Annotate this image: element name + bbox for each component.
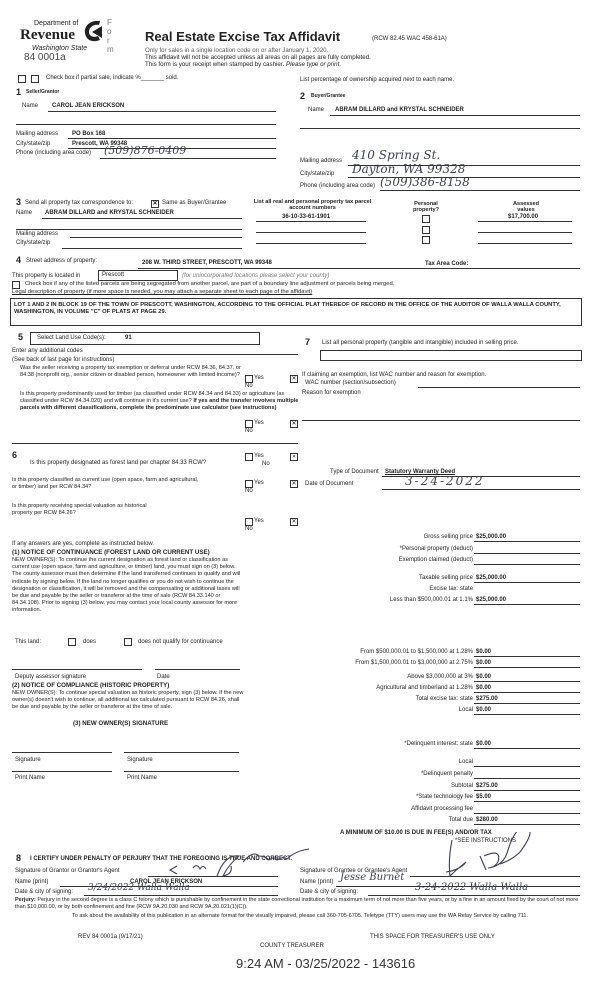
buyer-name-label: Name [308,107,325,113]
tax-row-label: From $500,000.01 to $1,500,000 at 1.28% [360,649,473,655]
header-line3-text: This form is your receipt when stamped by cashier. [145,61,285,68]
tax-row-value[interactable]: $25,000.00 [476,534,507,540]
print-name-label: Print Name [15,775,46,781]
page-title: Real Estate Excise Tax Affidavit [145,29,341,44]
seller-phone-label: Phone (including area code) [16,150,92,156]
personal-property-checkbox[interactable] [422,226,430,234]
see-back-note: (See back of last page for instructions) [12,357,115,363]
partial-sale-checkbox-1[interactable] [18,75,26,83]
grantor-date-city[interactable]: 3/24/2022 Walla Walla [88,883,190,893]
answers-intro: If any answers are yes, complete as instructed below. [12,541,155,547]
section-5-number: 5 [18,332,24,342]
this-land-label: This land: [15,639,42,645]
tax-row-underline [474,681,580,682]
tax-row-underline [474,703,580,704]
tax-area-code-label: Tax Area Code: [425,261,469,267]
grantor-date-label: Date & city of signing: [15,889,74,895]
logo-state: Washington State [32,45,88,52]
tax-row-underline [474,604,580,605]
historical-no-checkbox[interactable]: ✕ [291,519,297,525]
yes-label: Yes [254,420,264,426]
section-1-number: 1 [16,87,22,97]
tax-row-label: Local [458,759,473,765]
print-name-label: Print Name [127,775,158,781]
perjury-label: Perjury: [15,897,36,903]
doc-type-label: Type of Document [330,469,379,475]
current-use-no-checkbox[interactable]: ✕ [291,481,297,487]
tax-row-value[interactable]: $0.00 [476,674,492,680]
tax-row-label: Affidavit processing fee [411,806,473,812]
section-4-number: 4 [16,255,22,265]
forest-yes-checkbox[interactable] [245,453,253,461]
logo-dept: Department of [34,20,79,27]
deputy-date-label: Date [157,674,170,680]
ownership-note: List percentage of ownership acquired next to each name. [300,77,455,83]
tax-row-underline [474,553,580,554]
header-line3 [145,61,341,68]
correspondence-name[interactable]: ABRAM DILLARD and KRYSTAL SCHNEIDER [45,210,174,216]
located-in-label: This property is located in [12,273,81,279]
seller-city[interactable]: Prescott, WA 99348 [72,141,128,147]
timber-question-text: Is this property predominantly used for timber (as classified under RCW 84.34 and 84.33) or agriculture (as classified under RCW 84.34.020) and will continue in it's current use? [20,391,285,405]
tax-row-value[interactable]: $25,000.00 [476,575,507,581]
does-not-qualify-checkbox[interactable] [124,638,132,646]
street-address-label: Street address of property: [26,258,98,264]
historical-question: Is this property receiving special valuation as historical property per RCW 84.26? [12,503,147,517]
buyer-name[interactable]: ABRAM DILLARD and KRYSTAL SCHNEIDER [335,107,464,113]
grantor-signature[interactable] [165,848,315,878]
form-letters [107,18,114,54]
grantee-date-city[interactable]: 3-24-2022 Walla Walla [415,882,529,893]
timber-question-bold: If yes and the transfer involves multiple parcels with different classifications, complete the predominate use calculator (see instructions) [20,398,299,412]
grantee-name[interactable]: Jesse Burnet [340,872,405,883]
tax-row-value[interactable]: $0.00 [476,707,492,713]
tax-row-label: Exemption claimed (deduct) [398,557,473,563]
logo-mark-icon [82,18,104,44]
tax-row-label: From $1,500,000.01 to $3,000,000 at 2.75% [355,660,473,666]
tax-row-underline [474,748,580,749]
seller-heading: Seller/Grantor [26,89,60,95]
same-as-buyer-checkbox[interactable]: ✕ [152,201,158,207]
treasurer-space-label: THIS SPACE FOR TREASURER'S USE ONLY [370,934,495,940]
tax-row-label: *Delinquent interest: state [404,741,473,747]
tax-row-value[interactable]: $280.00 [476,817,498,823]
grantee-name-label: Name (print) [300,879,334,885]
q2-no-checkbox[interactable]: ✕ [291,421,297,427]
seller-phone[interactable]: (509)876-0409 [104,144,187,157]
seller-mailing[interactable]: PO Box 168 [72,131,106,137]
buyer-phone-label: Phone (including area code) [300,183,376,189]
land-use-code-select[interactable] [30,332,260,345]
section-7-number: 7 [305,337,311,347]
header-line2: This affidavit will not be accepted unless all areas on all pages are fully completed. [145,54,371,61]
historical-yes-checkbox[interactable] [245,518,253,526]
does-not-label: does not qualify for continuance [138,639,223,645]
tax-row-label: Gross selling price [423,534,473,540]
tax-row-underline [474,564,580,565]
tax-row-underline [474,656,580,657]
forest-no-checkbox[interactable]: ✕ [291,454,297,460]
grantee-date-label: Date & city of signing: [300,889,359,895]
revision-label: REV 84 0001a (9/17/21) [78,934,143,940]
tax-row-underline [474,582,580,583]
form-letter: m [107,45,114,54]
tax-row-label: Local [458,707,473,713]
tax-row-value[interactable]: $0.00 [476,741,492,747]
section-8-number: 8 [16,853,22,863]
current-use-question: Is this property classified as current use (open space, farm and agricultural, or timber) land per RCW 84.34? [12,477,199,491]
segregated-label: Check box if any of the listed parcels are being segregated from another parcel, are part of a boundary line adjustment or parcels being merged. [25,281,395,287]
tax-row-underline [474,766,580,767]
correspondence-city-label: City/state/zip [16,240,51,246]
form-letter: F [107,18,112,27]
minimum-due-note: A MINIMUM OF $10.00 IS DUE IN FEE(S) AND/OR TAX [340,830,492,836]
signature-label: Signature [15,757,41,763]
timber-question [20,391,300,413]
parcel-number[interactable]: 36-10-33-61-1901 [282,214,331,220]
logo-revenue: Revenue [20,27,75,43]
current-use-yes-checkbox[interactable] [245,480,253,488]
tax-row-value[interactable]: $5.00 [476,794,492,800]
tax-row-label: Above $3,000,000 at 3% [407,674,473,680]
yes-label: Yes [254,480,264,486]
wac-number-label: WAC number (section/subsection) [305,380,396,386]
does-qualify-checkbox[interactable] [68,638,76,646]
section-3-number: 3 [16,197,22,207]
tax-row-value[interactable]: $0.00 [476,685,492,691]
seller-name[interactable]: CAROL JEAN ERICKSON [52,103,125,109]
grantor-name-label: Name (print) [15,879,49,885]
form-letter: o [107,27,112,36]
same-as-buyer-label: Same as Buyer/Grantee [162,200,227,206]
header-line3-italic: Please type or print. [286,61,342,68]
tax-row-underline [474,714,580,715]
personal-property-heading: Personal property? [412,201,440,214]
tax-row-underline [474,667,580,668]
personal-property-checkbox[interactable] [422,215,430,223]
perjury-text: Perjury in the second degree is a class C felony which is punishable by confinement in the state correctional institution for a maximum term of not more than five years, or by a fine in an amount fixed by the court of not more than $10,000.00, or by both confinement and fine (RCW 9A.20.030 and RCW 9A.20.021(1)(C)). [15,897,579,910]
no-label: No [262,461,270,467]
additional-codes-label: Enter any additional codes [12,348,83,354]
perjury-notice [15,897,585,911]
form-letter: r [107,36,110,45]
buyer-city-label: City/state/zip [300,171,335,177]
section-6-number: 6 [12,450,18,460]
assessed-value[interactable]: $17,700.00 [508,214,539,220]
signature-label: Signature [127,757,153,763]
correspondence-mailing-label: Mailing address [16,231,59,237]
tax-row-underline [474,541,580,542]
doc-type[interactable]: Statutory Warranty Deed [385,469,456,475]
legal-description: LOT 1 AND 2 IN BLOCK 19 OF THE TOWN OF PRESCOTT, WASHINGTON, ACCORDING TO THE OFFICIAL PLAT THEREOF OF RECORD IN THE OFFICE OF THE AUDITOR OF WALLA WALLA COUNTY, WASHINGTON, IN VOLUME "C" OF PLATS AT PAGE 29. [14,302,561,316]
see-instructions-note: *SEE INSTRUCTIONS [455,838,517,844]
tax-row-value[interactable]: $0.00 [476,649,492,655]
q2-yes-checkbox[interactable] [245,420,253,428]
grantor-signature-label: Signature of Grantor or Grantor's Agent [15,868,120,874]
legal-description-box[interactable] [10,298,582,326]
seller-mailing-label: Mailing address [16,131,59,137]
county-treasurer-label: COUNTY TREASURER [260,943,324,949]
compliance-title: (2) NOTICE OF COMPLIANCE (HISTORIC PROPERTY) [12,682,170,689]
tax-row-label: *Personal property (deduct) [399,546,473,552]
buyer-mailing-label: Mailing address [300,158,343,164]
treasurer-stamp: 9:24 AM - 03/25/2022 - 143616 [236,956,416,971]
partial-sale-label: Check box if partial sale, indicate %_______ sold. [46,75,179,81]
tax-row-underline [474,778,580,779]
header-line1: Only for sales in a single location code on or after January 1, 2020. [145,47,329,54]
tax-row-label: Agricultural and timberland at 1.28% [376,685,473,691]
no-label: No [245,488,253,494]
q1-yes-checkbox[interactable] [245,375,253,383]
correspondence-label: Send all property tax correspondence to: [25,200,134,206]
buyer-phone[interactable]: (509)386-8158 [380,175,470,189]
deputy-signature-label: Deputy assessor signature [15,674,87,680]
tax-row-label: Total due [448,817,473,823]
tax-row-underline [474,790,580,791]
seller-name-label: Name [22,103,39,109]
continuance-text: NEW OWNER(S): To continue the current designation as forest land or classification as current use (open space, farm and agriculture, or timber) land, you must sign on (3) below. The county assessor must then determine if the land transferred continues to qualify and will indicate by signing below. If the land no longer qualifies or you do not wish to continue the designation or classification, it will be removed and the compensating or additional taxes will be due and payable by the seller or transferor at the time of sale (RCW 84.33.140 or 84.34.108). Prior to signing (3) below, you may contact your local county assessor for more information. [12,557,241,614]
reason-label: Reason for exemption [302,390,361,396]
tax-row-label: *State technology fee [415,794,473,800]
exemption-claim-label: If claiming an exemption, list WAC number and reason for exemption. [302,372,487,378]
yes-label: Yes [254,375,264,381]
buyer-mailing[interactable]: 410 Spring St. [352,148,441,162]
tax-row-label: Less than $500,000.01 at 1.1% [389,597,473,603]
no-label: No [245,526,253,532]
tax-row-value[interactable]: $275.00 [476,783,498,789]
compliance-text: NEW OWNER(S): To continue special valuation as historic property, sign (3) below. If the new owner(s) doesn't wish to continue, all additional tax calculated pursuant to RCW 84.26, shall be due and payable by the seller or transferor at the time of sale. [12,690,244,711]
seller-city-label: City/state/zip [16,141,51,147]
tax-row-label: Subtotal [450,783,473,789]
section-2-number: 2 [300,91,306,101]
no-label: No [245,428,253,434]
parcel-heading: List all real and personal property tax parcel account numbers [253,199,372,212]
tax-row-value[interactable]: $0.00 [476,660,492,666]
tax-row-value[interactable]: $25,000.00 [476,597,507,603]
personal-property-input[interactable] [320,350,582,361]
does-label: does [83,639,97,645]
tax-row-label: Excise tax: state [429,586,473,592]
tax-row-label: *Delinquent penalty [420,771,473,777]
legal-description-label: Legal description of property (if more space is needed, you may attach a separate sheet to each page of the affidavit) [12,289,313,295]
land-use-label: Select Land Use Code(s): [37,335,106,341]
no-label: No [245,383,253,389]
segregated-checkbox[interactable] [12,281,20,289]
yes-label: Yes [254,518,264,524]
buyer-city[interactable]: Dayton, WA 99328 [352,162,466,176]
buyer-heading: Buyer/Grantee [311,93,346,99]
rcw-reference: (RCW 82.45 WAC 458-61A) [372,36,447,42]
certify-statement: I CERTIFY UNDER PENALTY OF PERJURY THAT THE FOREGOING IS TRUE AND CORRECT. [30,856,293,862]
tax-row-underline [474,692,580,693]
grantee-signature[interactable] [440,832,580,882]
grantor-name[interactable]: CAROL JEAN ERICKSON [130,879,203,885]
new-owner-signature-title: (3) NEW OWNER(S) SIGNATURE [73,720,169,727]
tax-row-value[interactable]: $275.00 [476,696,498,702]
form-number: 84 0001a [24,52,66,63]
accessibility-notice: To ask about the availability of this publication in an alternate format for the visually impaired, please call 360-705-6705. Teletype (TTY) users may use the WA Relay Service by calling 711. [71,913,529,919]
assessed-heading: Assessed values [512,201,540,214]
grantee-signature-label: Signature of Grantee or Grantee's Agent [300,868,408,874]
tax-row-label: Total excise tax: state [415,696,473,702]
location-select[interactable] [98,270,178,281]
personal-property-checkbox[interactable] [422,236,430,244]
street-address[interactable]: 208 W. THIRD STREET, PRESCOTT, WA 99348 [142,260,272,266]
tax-row-underline [474,813,580,814]
tax-row-underline [474,824,580,825]
location-value: Prescott [102,272,125,278]
personal-property-list-label: List all personal property (tangible and intangible) included in selling price. [322,340,519,346]
correspondence-name-label: Name [16,210,33,216]
location-hint: (for unincorporated locations please select your county) [182,273,330,279]
doc-date[interactable]: 3-24-2022 [405,474,485,488]
exemption-question: Was the seller receiving a property tax exemption or deferral under RCW 84.36, 84.37, or 84.38 (nonprofit org., senior citizen or disabled person, homeowner with limited income)? [20,365,241,379]
forest-question: Is this property designated as forest land per chapter 84.33 RCW? [30,460,207,466]
continuance-title: (1) NOTICE OF CONTINUANCE (FOREST LAND OR CURRENT USE) [12,549,210,556]
q1-no-checkbox[interactable]: ✕ [291,376,297,382]
yes-label: Yes [254,453,264,459]
partial-sale-checkbox-2[interactable] [31,75,39,83]
tax-row-underline [474,801,580,802]
tax-row-label: Taxable selling price [418,575,473,581]
doc-date-label: Date of Document [305,481,354,487]
land-use-code: 91 [125,335,132,341]
